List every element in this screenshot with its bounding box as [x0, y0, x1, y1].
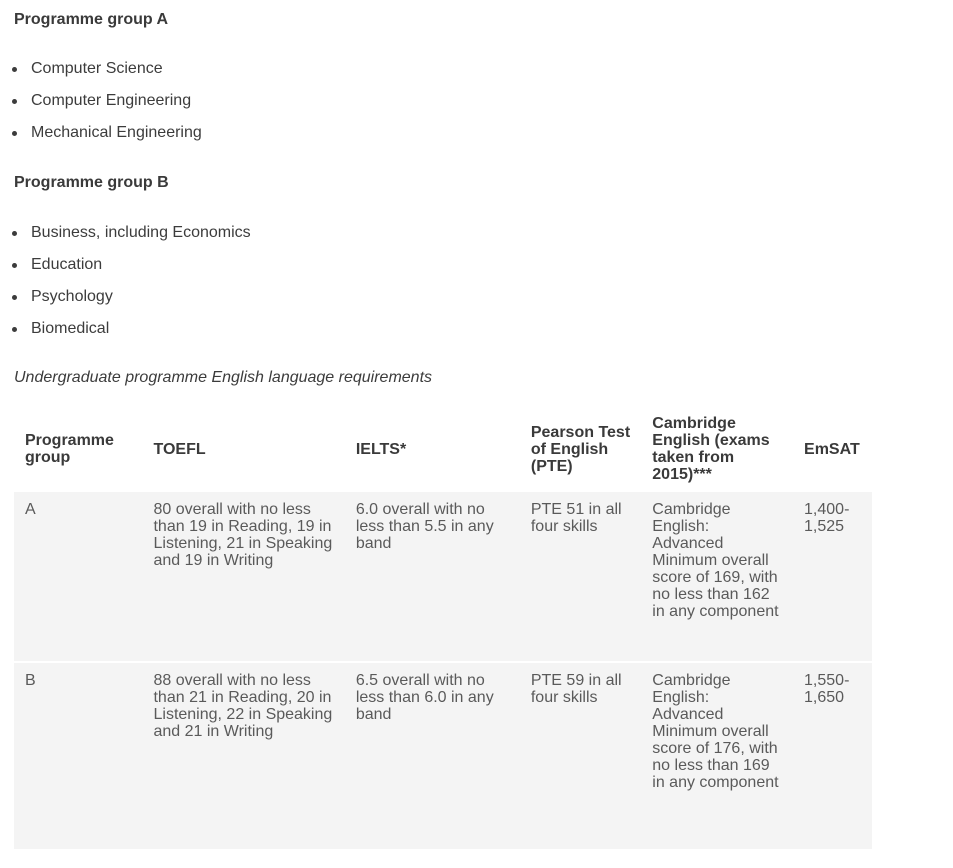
list-item	[0, 253, 251, 285]
list-item	[0, 285, 251, 317]
list-item	[0, 121, 202, 153]
list-item-label: Education	[31, 256, 103, 273]
cell-toefl: 88 overall with no less than 21 in Reading, 20 in Listening, 22 in Speaking and 21 in Writing	[142, 662, 344, 849]
group-b-heading: Programme group B	[14, 174, 169, 191]
group-a-heading: Programme group A	[14, 11, 169, 28]
column-header-programme-group: Programme group	[25, 432, 114, 466]
bullet-icon	[12, 263, 17, 268]
cell-ielts: 6.5 overall with no less than 6.0 in any band	[345, 662, 520, 849]
column-header-emsat: EmSAT	[804, 440, 860, 458]
list-item-label: Computer Engineering	[31, 92, 192, 109]
cell-ielts: 6.0 overall with no less than 5.5 in any band	[345, 492, 520, 662]
table-row	[14, 492, 872, 662]
group-a-list	[0, 57, 202, 153]
column-header-toefl: TOEFL	[153, 440, 206, 458]
list-item-label: Mechanical Engineering	[31, 124, 202, 141]
bullet-icon	[12, 295, 17, 300]
cell-programme-group: A	[14, 492, 142, 662]
list-item	[0, 317, 251, 349]
table-caption: Undergraduate programme English language requirements	[14, 369, 433, 386]
list-item	[0, 89, 202, 121]
bullet-icon	[12, 327, 17, 332]
column-header-ielts: IELTS*	[355, 440, 407, 458]
table-header-row	[14, 407, 872, 492]
list-item-label: Biomedical	[31, 320, 110, 337]
cell-emsat: 1,400-1,525	[793, 492, 872, 662]
table-row	[14, 662, 872, 849]
bullet-icon	[12, 99, 17, 104]
bullet-icon	[12, 67, 17, 72]
list-item	[0, 221, 251, 253]
cell-programme-group: B	[14, 662, 142, 849]
cell-pte: PTE 51 in all four skills	[520, 492, 641, 662]
list-item-label: Computer Science	[31, 60, 163, 77]
requirements-table	[14, 407, 872, 849]
cell-toefl: 80 overall with no less than 19 in Reading, 19 in Listening, 21 in Speaking and 19 in Writing	[142, 492, 344, 662]
column-header-cambridge: Cambridge English (exams taken from 2015)***	[652, 415, 770, 483]
column-header-pte: Pearson Test of English (PTE)	[530, 423, 631, 475]
cell-emsat: 1,550-1,650	[793, 662, 872, 849]
group-b-list	[0, 221, 251, 349]
list-item-label: Business, including Economics	[31, 224, 251, 241]
list-item-label: Psychology	[31, 288, 113, 305]
cell-pte: PTE 59 in all four skills	[520, 662, 641, 849]
list-item	[0, 57, 202, 89]
bullet-icon	[12, 131, 17, 136]
cell-cambridge: Cambridge English: Advanced Minimum overall score of 169, with no less than 162 in any component	[641, 492, 793, 662]
cell-cambridge: Cambridge English: Advanced Minimum overall score of 176, with no less than 169 in any component	[641, 662, 793, 849]
bullet-icon	[12, 231, 17, 236]
